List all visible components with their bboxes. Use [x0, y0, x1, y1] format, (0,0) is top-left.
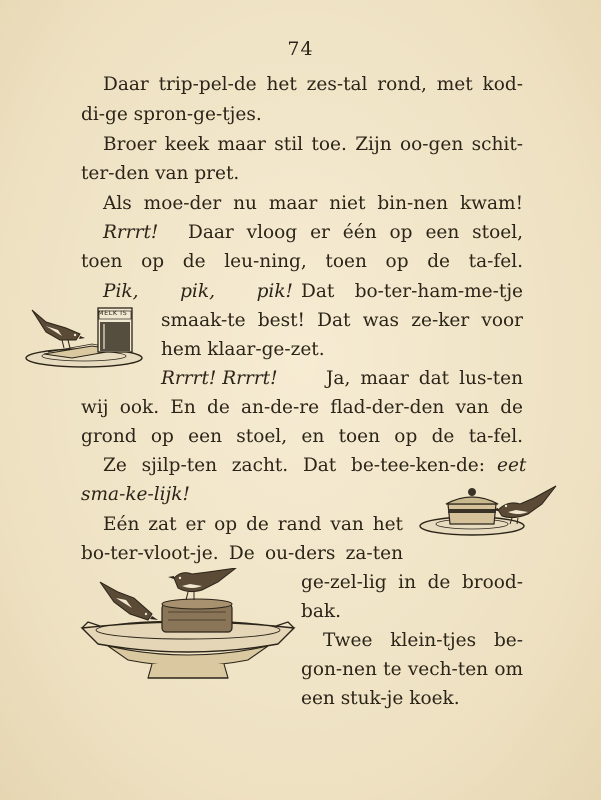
text-line-14-italic: eet: [497, 455, 527, 476]
text-line-3: Broer keek maar stil toe. Zijn oo-gen schit-: [103, 134, 523, 155]
text-line-22: een stuk-je koek.: [301, 688, 460, 709]
text-line-21: gon-nen te vech-ten om: [301, 659, 523, 680]
text-line-20: Twee klein-tjes be-: [323, 630, 523, 651]
text-line-7: toen op de leu-ning, toen op de ta-fel.: [81, 251, 523, 272]
page-number: 74: [287, 38, 314, 60]
text-line-11: Ja, maar dat lus-ten: [326, 368, 523, 389]
text-line-4: ter-den van pret.: [81, 163, 240, 184]
bird-plate-milk-illustration: [22, 300, 148, 380]
butter-dish-bird-illustration: [416, 482, 564, 544]
text-line-11-exclaim: Rrrrt! Rrrrt!: [161, 368, 278, 389]
text-line-9: smaak-te best! Dat was ze-ker voor: [161, 310, 523, 331]
text-line-12: wij ook. En de an-de-re flad-der-den van de: [81, 397, 523, 418]
text-line-6-exclaim: Rrrrt!: [103, 222, 159, 243]
text-line-19: bak.: [301, 601, 341, 622]
text-line-1: Daar trip-pel-de het zes-tal rond, met kod-: [103, 74, 523, 95]
text-line-13: grond op een stoel, en toen op de ta-fel.: [81, 426, 523, 447]
text-line-6: Daar vloog er één op een stoel,: [188, 222, 523, 243]
text-line-14: Ze sjilp-ten zacht. Dat be-tee-ken-de:: [103, 455, 485, 476]
text-line-5: Als moe-der nu maar niet bin-nen kwam!: [103, 193, 523, 214]
text-line-2: di-ge spron-ge-tjes.: [81, 104, 262, 125]
text-line-15: sma-ke-lijk!: [81, 484, 190, 505]
text-line-8-exclaim: Pik, pik, pik!: [103, 281, 293, 302]
text-line-17: bo-ter-vloot-je. De ou-ders za-ten: [81, 543, 403, 564]
text-line-18: ge-zel-lig in de brood-: [301, 572, 523, 593]
text-line-8: Dat bo-ter-ham-me-tje: [301, 281, 523, 302]
text-line-16: Eén zat er op de rand van het: [103, 514, 403, 535]
glass-label: MELK IS: [98, 309, 128, 317]
text-line-10: hem klaar-ge-zet.: [161, 339, 325, 360]
bread-basket-birds-illustration: [78, 568, 298, 686]
